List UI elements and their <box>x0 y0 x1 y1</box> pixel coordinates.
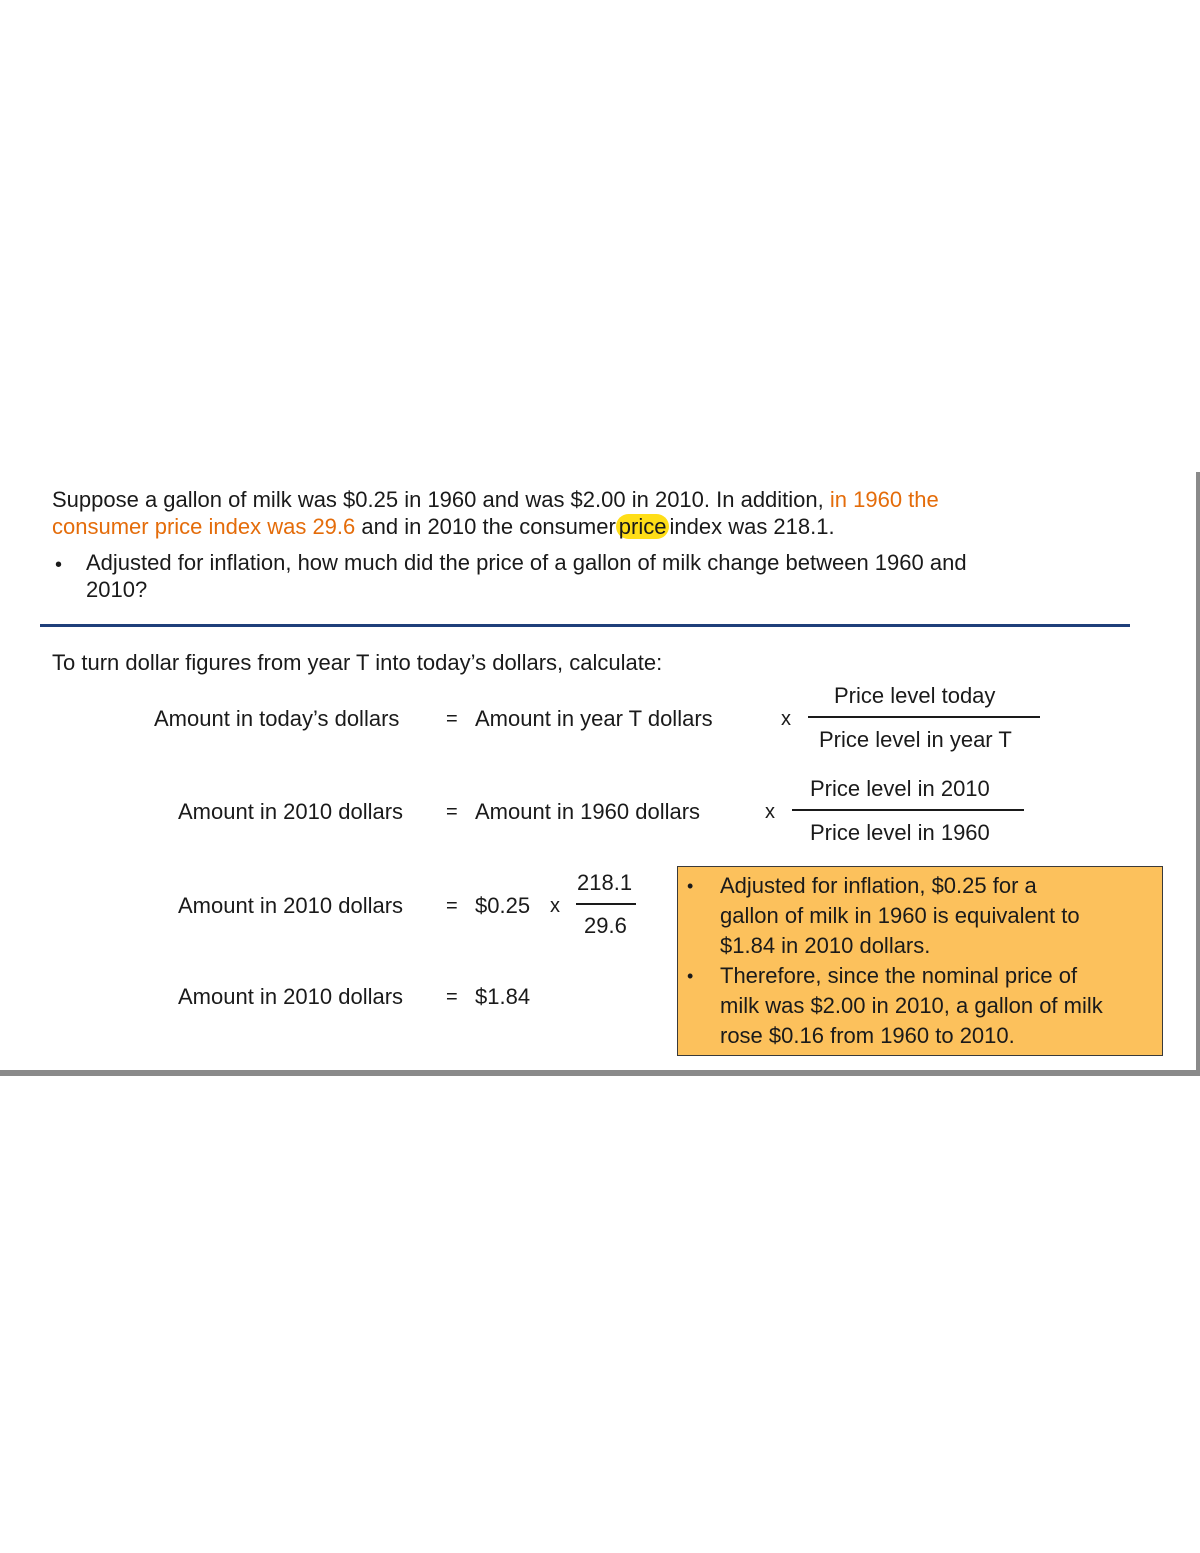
formula3-rhs: $0.25 <box>475 893 531 918</box>
formula2-times: x <box>765 801 775 823</box>
bullet-icon: • <box>55 554 63 576</box>
slide-shadow <box>0 1070 1200 1076</box>
intro-text: To turn dollar figures from year T into today’s dollars, calculate: <box>52 650 663 675</box>
formula1-times: x <box>781 708 791 730</box>
formula2-numerator: Price level in 2010 <box>810 776 990 801</box>
formula4-result: $1.84 <box>475 984 531 1009</box>
formula2-lhs: Amount in 2010 dollars <box>178 799 404 824</box>
formula2-denominator: Price level in 1960 <box>810 820 990 845</box>
answer-bullet2-line: Therefore, since the nominal price of <box>720 963 1078 988</box>
formula2-equals: = <box>446 801 458 823</box>
formula4-equals: = <box>446 986 458 1008</box>
answer-bullet1-line: gallon of milk in 1960 is equivalent to <box>720 903 1080 928</box>
formula1-denominator: Price level in year T <box>819 727 1012 752</box>
bullet-icon: • <box>687 876 694 896</box>
question-line-2: consumer price index was 29.6 and in 2010 the consumer price index was 218.1. <box>52 514 835 539</box>
formula4-lhs: Amount in 2010 dollars <box>178 984 404 1009</box>
highlighted-word: price <box>616 514 670 539</box>
formula3-numerator: 218.1 <box>577 870 633 895</box>
slide-shadow <box>1196 472 1200 1076</box>
question-bullet-line-2: 2010? <box>86 577 148 602</box>
answer-bullet1-line: Adjusted for inflation, $0.25 for a <box>720 873 1037 898</box>
formula3-times: x <box>550 895 560 917</box>
formula1-fraction-bar <box>808 716 1040 718</box>
formula1-numerator: Price level today <box>834 683 996 708</box>
answer-bullet2-line: milk was $2.00 in 2010, a gallon of milk <box>720 993 1103 1018</box>
formula2-fraction-bar <box>792 809 1024 811</box>
formula1-rhs: Amount in year T dollars <box>475 706 713 731</box>
formula3-fraction-bar <box>576 903 636 905</box>
answer-bullet1-line: $1.84 in 2010 dollars. <box>720 933 931 958</box>
formula2-rhs: Amount in 1960 dollars <box>475 799 701 824</box>
formula3-denominator: 29.6 <box>584 913 627 938</box>
formula1-lhs: Amount in today’s dollars <box>154 706 400 731</box>
divider-rule <box>40 624 1130 627</box>
formula3-lhs: Amount in 2010 dollars <box>178 893 404 918</box>
answer-bullet2-line: rose $0.16 from 1960 to 2010. <box>720 1023 1015 1048</box>
question-line-1: Suppose a gallon of milk was $0.25 in 1960 and was $2.00 in 2010. In addition, in 1960 the <box>52 487 939 512</box>
bullet-icon: • <box>687 966 694 986</box>
formula3-equals: = <box>446 895 458 917</box>
formula1-equals: = <box>446 708 458 730</box>
question-bullet-line-1: Adjusted for inflation, how much did the price of a gallon of milk change between 1960 and <box>86 550 967 575</box>
